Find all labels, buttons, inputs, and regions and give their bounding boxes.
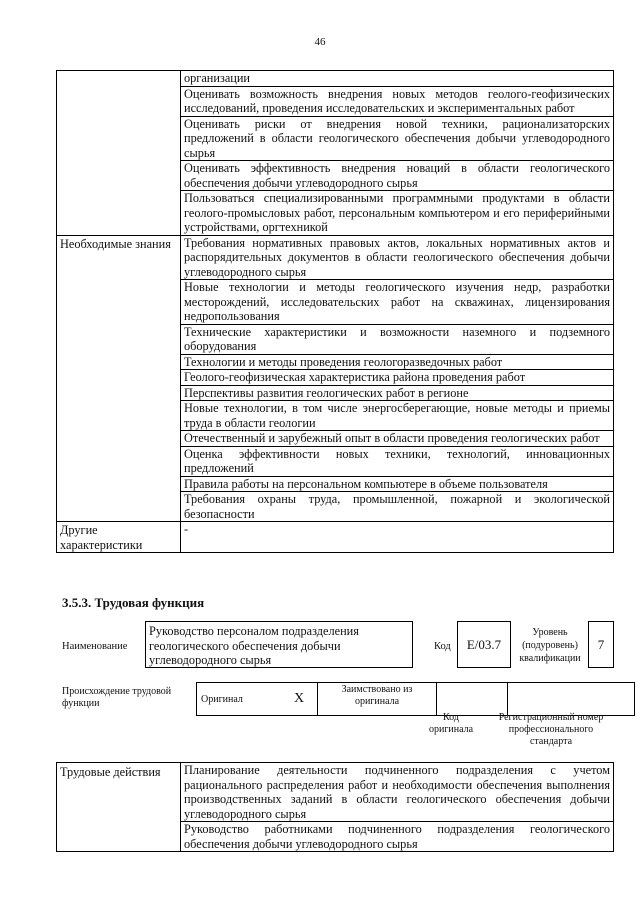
table-row — [57, 522, 614, 553]
other-value: - — [181, 522, 614, 553]
original-code-caption: Код оригинала — [428, 712, 474, 735]
labor-actions-label: Трудовые действия — [57, 763, 181, 852]
table-row — [57, 71, 614, 87]
code-label: Код — [434, 641, 451, 652]
origin-label: Происхождение трудовой функции — [62, 686, 172, 709]
registration-number-caption: Регистрационный номер профессионального стандарта — [498, 712, 604, 747]
skill-item: организации — [181, 71, 614, 87]
original-code-cell — [437, 683, 508, 716]
table-row — [197, 683, 635, 716]
knowledge-item: Технологии и методы проведения геологоразведочных работ — [181, 354, 614, 370]
knowledge-item: Перспективы развития геологических работ в регионе — [181, 385, 614, 401]
knowledge-item: Новые технологии и методы геологического изучения недр, разработки месторождений, исследовательских работ на скважинах, лицензирования недропользования — [181, 280, 614, 325]
knowledge-item: Требования охраны труда, промышленной, пожарной и экологической безопасности — [181, 492, 614, 522]
skill-item: Оценивать эффективность внедрения новаций в области геологического обеспечения добычи углеводородного сырья — [181, 161, 614, 191]
original-mark: X — [281, 683, 318, 716]
labor-action-item: Руководство работниками подчиненного подразделения геологического обеспечения добычи углеводородного сырья — [181, 822, 614, 852]
origin-table — [196, 682, 635, 716]
knowledge-item: Отечественный и зарубежный опыт в области проведения геологических работ — [181, 431, 614, 447]
original-cell: Оригинал — [197, 683, 282, 716]
other-label: Другие характеристики — [57, 522, 181, 553]
skill-item: Оценивать возможность внедрения новых методов геолого-геофизических исследований, проведения исследовательских и экспериментальных работ — [181, 86, 614, 116]
knowledge-item: Технические характеристики и возможности наземного и подземного оборудования — [181, 324, 614, 354]
borrowed-cell: Заимствовано из оригинала — [318, 683, 437, 716]
section-heading: 3.5.3. Трудовая функция — [62, 595, 205, 610]
knowledge-item: Оценка эффективности новых техники, технологий, инновационных предложений — [181, 446, 614, 476]
function-name-box: Руководство персоналом подразделения геологического обеспечения добычи углеводородного сырья — [145, 621, 413, 668]
skills-label-cell — [57, 71, 181, 236]
knowledge-label: Необходимые знания — [57, 235, 181, 522]
page-number: 46 — [314, 36, 326, 48]
skill-item: Оценивать риски от внедрения новой техники, рационализаторских предложений в области геологического обеспечения добычи углеводородного сырья — [181, 116, 614, 161]
knowledge-item: Геолого-геофизическая характеристика района проведения работ — [181, 370, 614, 386]
labor-actions-table — [56, 762, 614, 852]
table-row — [57, 763, 614, 822]
function-code-box: E/03.7 — [457, 621, 511, 668]
registration-number-cell — [508, 683, 635, 716]
knowledge-item: Требования нормативных правовых актов, локальных нормативных актов и распорядительных документов в области геологического обеспечения добычи углеводородного сырья — [181, 235, 614, 280]
qualification-level-label: Уровень (подуровень) квалификации — [519, 627, 581, 664]
labor-action-item: Планирование деятельности подчиненного подразделения с учетом рационального распределения работ и необходимости обеспечения выполнения производственных заданий в области геологического обеспечения добычи углеводородного сырья — [181, 763, 614, 822]
knowledge-item: Новые технологии, в том числе энергосберегающие, новые методы и приемы труда в области геологии — [181, 401, 614, 431]
skills-knowledge-table — [56, 70, 614, 553]
name-label: Наименование — [62, 641, 128, 652]
knowledge-item: Правила работы на персональном компьютере в объеме пользователя — [181, 476, 614, 492]
qualification-level-box: 7 — [588, 621, 614, 668]
skill-item: Пользоваться специализированными программными продуктами в области геолого-промысловых работ, персональным компьютером и его периферийными устройствами, оргтехникой — [181, 191, 614, 236]
table-row — [57, 235, 614, 280]
